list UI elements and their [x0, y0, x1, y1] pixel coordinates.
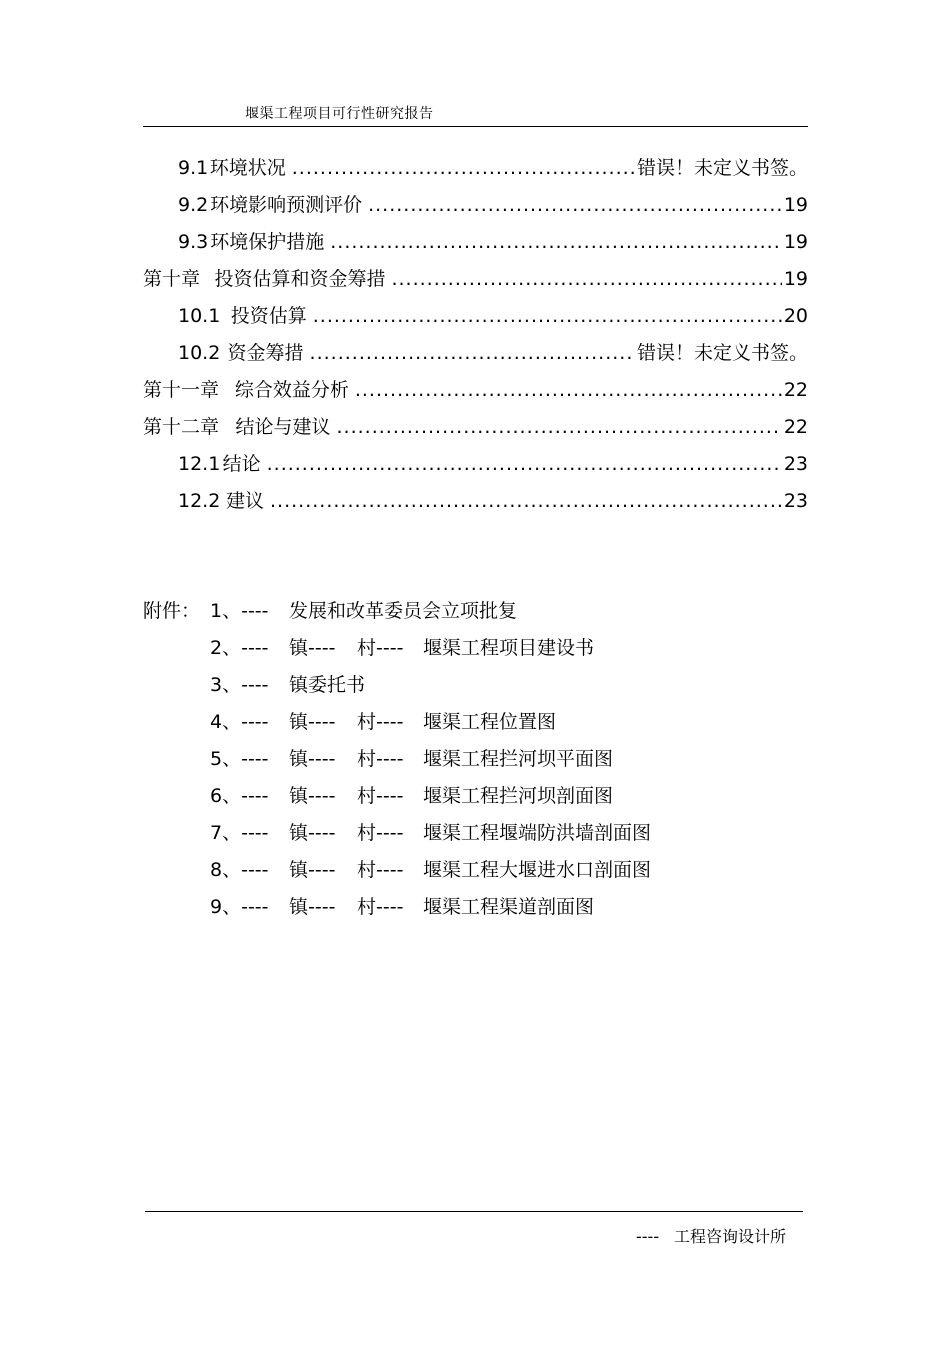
attachment-index: 1、----: [210, 600, 269, 622]
toc-chapter-entry[interactable]: [143, 375, 808, 403]
attachment-item: [143, 633, 594, 661]
footer-org: 工程咨询设计所: [674, 1227, 787, 1246]
toc-entry[interactable]: [143, 190, 808, 218]
attachment-index: 4、----: [210, 711, 269, 733]
toc-entry-label: 投资估算: [230, 305, 307, 327]
toc-entry-label: 资金筹措: [227, 342, 304, 364]
toc-entry[interactable]: [143, 153, 808, 181]
attachment-title: 堰渠工程渠道剖面图: [423, 896, 595, 918]
toc-entry-page: 23: [783, 453, 808, 475]
toc-entry-label: 环境影响预测评价: [210, 194, 363, 216]
toc-entry-number: 第十章: [143, 268, 201, 290]
toc-leader-dots: [270, 490, 782, 512]
attachment-title: 堰渠工程项目建设书: [423, 637, 595, 659]
attachment-town: 镇----: [289, 822, 336, 844]
toc-leader-dots: [313, 305, 782, 327]
toc-leader-dots: [310, 342, 635, 364]
attachment-item: [143, 781, 613, 809]
toc-entry-page: 22: [783, 416, 808, 438]
attachment-village: 村----: [357, 711, 404, 733]
toc-leader-dots: [391, 268, 781, 290]
toc-leader-dots: [368, 194, 782, 216]
attachment-town: 镇----: [289, 748, 336, 770]
attachment-index: 9、----: [210, 896, 269, 918]
toc-entry-page: 22: [783, 379, 808, 401]
attachment-item: [143, 596, 517, 624]
toc-entry-error: 错误！未定义书签。: [636, 342, 808, 364]
toc-entry-number: 12.2: [178, 490, 221, 512]
attachment-title: 堰渠工程拦河坝剖面图: [423, 785, 614, 807]
header-divider: [143, 126, 808, 127]
attachment-index: 3、----: [210, 674, 269, 696]
attachment-town: 镇----: [289, 859, 336, 881]
toc-entry[interactable]: [143, 449, 808, 477]
attachment-item: [143, 670, 365, 698]
toc-entry-label: 环境保护措施: [210, 231, 325, 253]
attachment-index: 7、----: [210, 822, 269, 844]
toc-leader-dots: [292, 157, 635, 179]
toc-entry-number: 10.1: [178, 305, 221, 327]
toc-entry-number: 9.3: [178, 231, 209, 253]
toc-entry-label: 建议: [226, 490, 265, 512]
attachment-town: 镇----: [289, 711, 336, 733]
attachment-village: 村----: [357, 896, 404, 918]
toc-entry-number: 12.1: [178, 453, 221, 475]
attachment-village: 村----: [357, 822, 404, 844]
attachment-item: [143, 855, 651, 883]
toc-leader-dots: [330, 231, 782, 253]
attachment-title: 堰渠工程大堰进水口剖面图: [423, 859, 652, 881]
attachment-index: 6、----: [210, 785, 269, 807]
toc-entry-number: 第十二章: [143, 416, 220, 438]
toc-entry-label: 综合效益分析: [234, 379, 349, 401]
toc-entry-number: 第十一章: [143, 379, 220, 401]
attachment-village: 村----: [357, 785, 404, 807]
toc-leader-dots: [355, 379, 782, 401]
toc-entry-page: 19: [783, 231, 808, 253]
attachment-index: 5、----: [210, 748, 269, 770]
attachment-index: 2、----: [210, 637, 269, 659]
attachment-village: 村----: [357, 859, 404, 881]
footer-divider: [145, 1211, 803, 1212]
attachment-item: [143, 744, 613, 772]
attachment-title: 发展和改革委员会立项批复: [289, 600, 518, 622]
toc-entry-page: 19: [783, 268, 808, 290]
page-footer: [636, 1224, 786, 1247]
attachment-village: 村----: [357, 637, 404, 659]
toc-entry[interactable]: [143, 301, 808, 329]
toc-entry-number: 9.2: [178, 194, 209, 216]
page-header-title: 堰渠工程项目可行性研究报告: [245, 106, 434, 122]
toc-entry-page: 23: [783, 490, 808, 512]
toc-entry-label: 结论: [222, 453, 261, 475]
toc-entry-label: 投资估算和资金筹措: [214, 268, 386, 290]
toc-leader-dots: [337, 416, 782, 438]
toc-entry-label: 环境状况: [209, 157, 286, 179]
attachment-item: [143, 707, 556, 735]
toc-entry-error: 错误！未定义书签。: [636, 157, 808, 179]
attachment-index: 8、----: [210, 859, 269, 881]
attachments-prefix: 附件：: [143, 600, 201, 622]
toc-entry[interactable]: [143, 227, 808, 255]
toc-chapter-entry[interactable]: [143, 264, 808, 292]
attachment-title: 堰渠工程拦河坝平面图: [423, 748, 614, 770]
toc-leader-dots: [267, 453, 782, 475]
attachment-town: 镇----: [289, 896, 336, 918]
toc-entry-page: 20: [783, 305, 808, 327]
attachment-item: [143, 818, 651, 846]
toc-entry-label: 结论与建议: [235, 416, 331, 438]
attachment-title: 镇委托书: [289, 674, 366, 696]
toc-entry-number: 10.2: [178, 342, 221, 364]
toc-entry-page: 19: [783, 194, 808, 216]
attachment-title: 堰渠工程位置图: [423, 711, 557, 733]
attachment-title: 堰渠工程堰端防洪墙剖面图: [423, 822, 652, 844]
attachment-item: [143, 892, 594, 920]
attachment-town: 镇----: [289, 785, 336, 807]
toc-chapter-entry[interactable]: [143, 412, 808, 440]
toc-entry[interactable]: [143, 338, 808, 366]
toc-entry-number: 9.1: [178, 157, 209, 179]
footer-dash: ----: [636, 1227, 660, 1246]
attachment-village: 村----: [357, 748, 404, 770]
attachment-town: 镇----: [289, 637, 336, 659]
toc-entry[interactable]: [143, 486, 808, 514]
